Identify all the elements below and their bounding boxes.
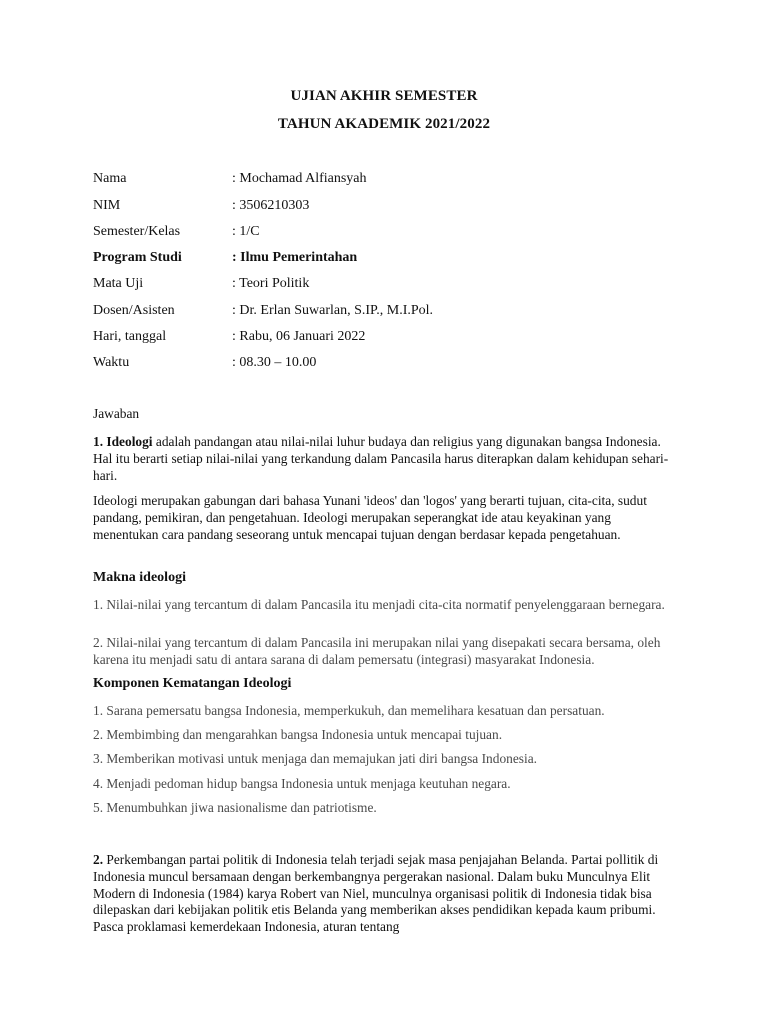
info-value: : Teori Politik (232, 276, 310, 291)
list-item: 3. Memberikan motivasi untuk menjaga dan memajukan jati diri bangsa Indonesia. (93, 751, 538, 766)
list-item: 1. Sarana pemersatu bangsa Indonesia, memperkukuh, dan memelihara kesatuan dan persatuan. (93, 703, 605, 718)
info-value: : Rabu, 06 Januari 2022 (232, 329, 366, 344)
academic-year-title: TAHUN AKADEMIK 2021/2022 (277, 116, 491, 132)
answer-2-number: 2. (93, 852, 104, 867)
jawaban-label: Jawaban (93, 406, 140, 421)
info-value: : Mochamad Alfiansyah (232, 171, 367, 186)
info-label: Program Studi (93, 250, 182, 265)
answer-1-text: adalah pandangan atau nilai-nilai luhur budaya dan religius yang digunakan bangsa Indonesia. Hal itu berarti setiap nilai-nilai yang terkandung dalam Pancasila harus diterapkan dalam kehidupan sehari-hari. (93, 434, 669, 483)
info-value: : 3506210303 (232, 198, 310, 213)
info-label: Hari, tanggal (93, 329, 167, 344)
list-item: 4. Menjadi pedoman hidup bangsa Indonesia untuk menjaga keutuhan negara. (93, 776, 511, 791)
list-item: 2. Nilai-nilai yang tercantum di dalam Pancasila ini merupakan nilai yang disepakati secara bersama, oleh karena itu menjadi satu di antara sarana di dalam pemersatu (integrasi) masyarakat Indonesia. (93, 635, 661, 667)
exam-title: UJIAN AKHIR SEMESTER (290, 88, 478, 104)
info-label: NIM (93, 198, 121, 213)
list-item: 1. Nilai-nilai yang tercantum di dalam Pancasila itu menjadi cita-cita normatif penyelenggaraan bernegara. (93, 597, 665, 612)
info-label: Mata Uji (93, 276, 144, 291)
answer-2-paragraph (93, 852, 673, 936)
info-value: : Ilmu Pemerintahan (232, 250, 358, 265)
info-label: Semester/Kelas (93, 224, 181, 239)
info-value: : 1/C (232, 224, 260, 239)
answer-1-number: 1. Ideologi (93, 434, 153, 449)
answer-1-paragraph (93, 434, 673, 484)
answer-1-paragraph-2: Ideologi merupakan gabungan dari bahasa Yunani 'ideos' dan 'logos' yang berarti tujuan, cita-cita, sudut pandang, pemikiran, dan pengetahuan. Ideologi merupakan seperangkat ide atau keyakinan yang menentukan cara pandang seseorang untuk mencapai tujuan dengan berdasar kepada pengetahuan. (93, 493, 647, 542)
list-item: 2. Membimbing dan mengarahkan bangsa Indonesia untuk mencapai tujuan. (93, 727, 503, 742)
info-label: Nama (93, 171, 127, 186)
info-value: : Dr. Erlan Suwarlan, S.IP., M.I.Pol. (232, 303, 434, 318)
answer-2-text: Perkembangan partai politik di Indonesia telah terjadi sejak masa penjajahan Belanda. Partai pollitik di Indonesia muncul bersamaan dengan berkembangnya pergerakan nasional. Dalam buku Munculnya Elit Modern di Indonesia (1984) karya Robert van Niel, munculnya organisasi politik di Indonesia tidak bisa dilepaskan dari kebijakan politik etis Belanda yang memberikan akses pendidikan kepada kaum pribumi. Pasca proklamasi kemerdekaan Indonesia, aturan tentang (93, 852, 659, 935)
info-label: Waktu (93, 355, 130, 370)
komponen-heading: Komponen Kematangan Ideologi (93, 676, 292, 691)
makna-heading: Makna ideologi (93, 570, 186, 585)
info-label: Dosen/Asisten (93, 303, 175, 318)
list-item: 5. Menumbuhkan jiwa nasionalisme dan patriotisme. (93, 800, 377, 815)
info-value: : 08.30 – 10.00 (232, 355, 317, 370)
